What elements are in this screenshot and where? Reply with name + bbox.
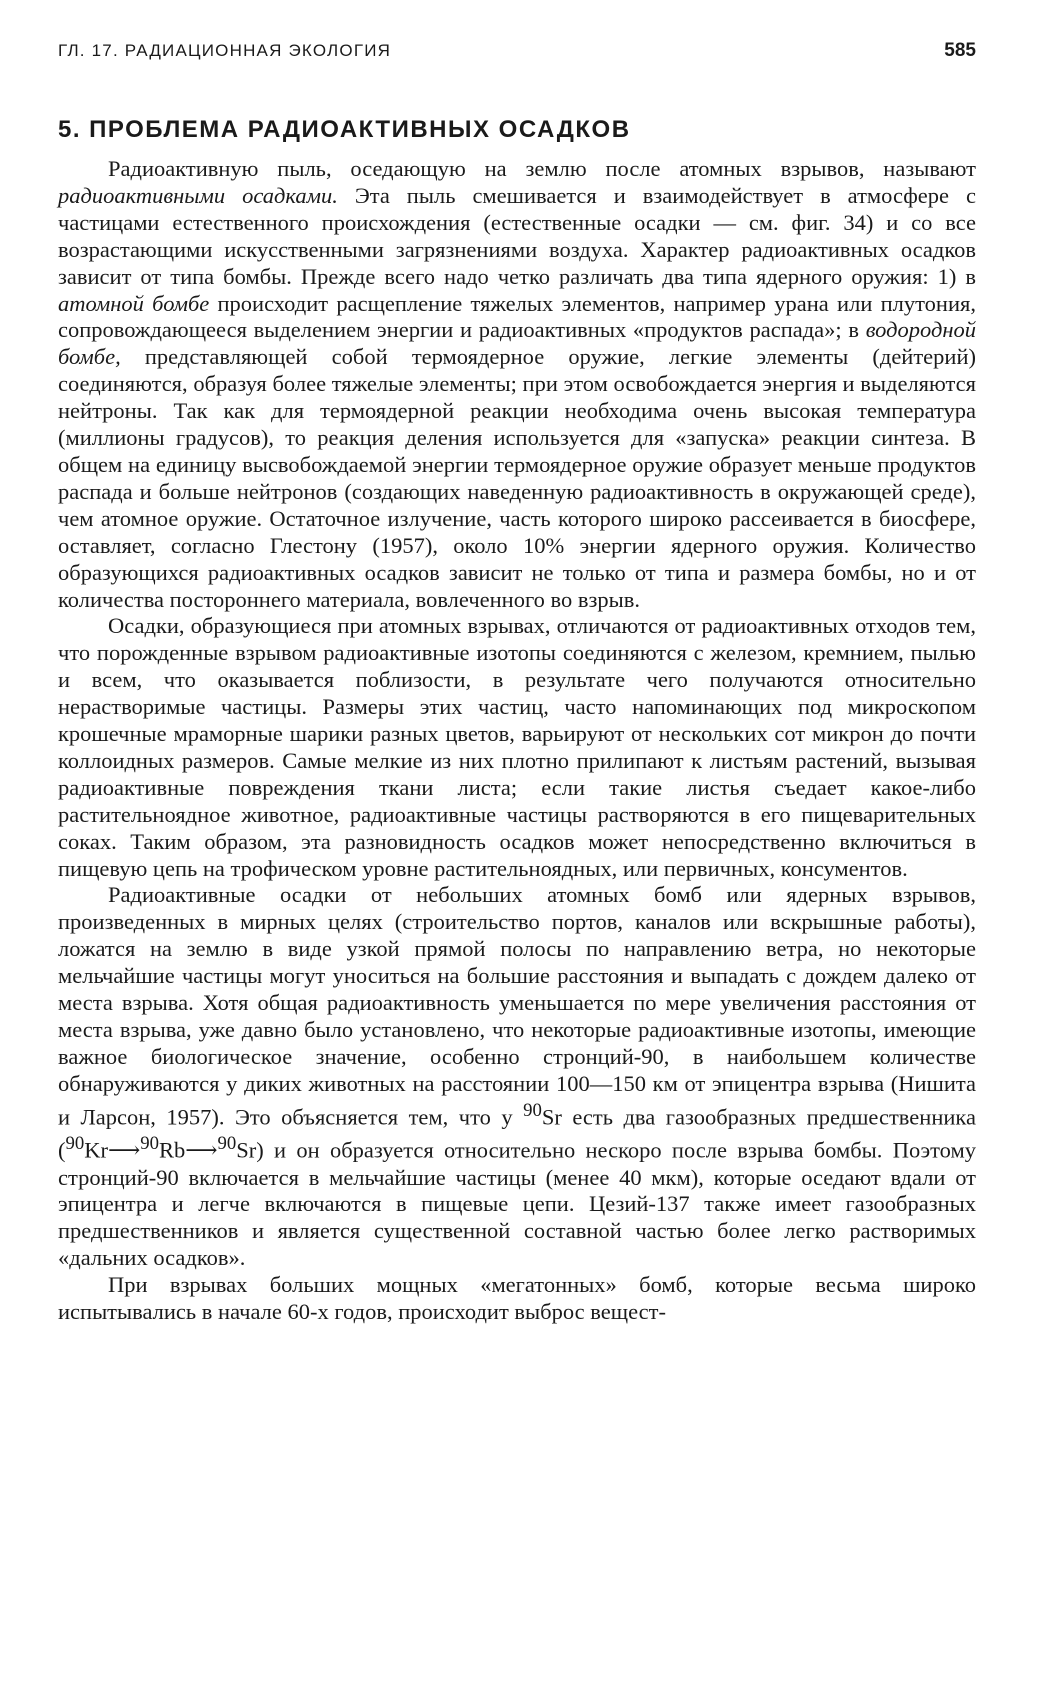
section-title: 5. ПРОБЛЕМА РАДИОАКТИВНЫХ ОСАДКОВ <box>58 116 631 143</box>
chapter-title: ГЛ. 17. РАДИАЦИОННАЯ ЭКОЛОГИЯ <box>58 41 392 60</box>
paragraph: При взрывах больших мощных «мегатонных» бомб, которые весьма широко испытывались в начале 60-х годов, происходит выброс вещест- <box>58 1272 976 1325</box>
paragraph: Осадки, образующиеся при атомных взрывах, отличаются от радиоактивных отходов тем, что порожденные взрывом радиоактивные изотопы соединяются с железом, кремнием, пылью и всем, что оказывается поблизости, в результате чего получаются относительно нерастворимые частицы. Размеры этих частиц, часто напоминающих под микроскопом крошечные мраморные шарики разных цветов, варьируют от нескольких сот микрон до почти коллоидных размеров. Самые мелкие из них плотно прилипают к листьям растений, вызывая радиоактивные повреждения ткани листа; если такие листья съедает какое-либо растительноядное животное, радиоактивные частицы растворяются в его пищеварительных соках. Таким образом, эта разновидность осадков может непосредственно включиться в пищевую цепь на трофическом уровне растительноядных, или первичных, консументов. <box>58 613 976 881</box>
running-header <box>58 40 976 74</box>
page-number: 585 <box>944 40 976 61</box>
paragraph: Радиоактивные осадки от небольших атомных бомб или ядерных взрывов, произведенных в мирных целях (строительство портов, каналов или вскрышные работы), ложатся на землю в виде узкой прямой полосы по направлению ветра, но некоторые мельчайшие частицы могут уноситься на большие расстояния и выпадать с дождем далеко от места взрыва. Хотя общая радиоактивность уменьшается по мере увеличения расстояния от места взрыва, уже давно было установлено, что некоторые радиоактивные изотопы, имеющие важное биологическое значение, особенно стронций-90, в наибольшем количестве обнаруживаются у диких животных на расстоянии 100—150 км от эпицентра взрыва (Нишита и Ларсон, 1957). Это объясняется тем, что у $^{90}$Sr есть два газообразных предшественника ($^{90}$Kr⟶$^{90}$Rb⟶$^{90}$Sr) и он образуется относительно нескоро после взрыва бомбы. Поэтому стронций-90 включается в мельчайшие частицы (менее 40 мкм), которые оседают вдали от эпицентра и легче включаются в пищевые цепи. Цезий-137 также имеет газообразных предшественников и является существенной составной частью более легко растворимых «дальних осадков». <box>58 882 976 1271</box>
paragraph: Радиоактивную пыль, оседающую на землю после атомных взрывов, называют радиоактивными осадками. Эта пыль смешивается и взаимодействует в атмосфере с частицами естественного происхождения (естественные осадки — см. фиг. 34) и со все возрастающими искусственными загрязнениями воздуха. Характер радиоактивных осадков зависит от типа бомбы. Прежде всего надо четко различать два типа ядерного оружия: 1) в атомной бомбе происходит расщепление тяжелых элементов, например урана или плутония, сопровождающееся выделением энергии и радиоактивных «продуктов распада»; в водородной бомбе, представляющей собой термоядерное оружие, легкие элементы (дейтерий) соединяются, образуя более тяжелые элементы; при этом освобождается энергия и выделяются нейтроны. Так как для термоядерной реакции необходима очень высокая температура (миллионы градусов), то реакция деления используется для «запуска» реакции синтеза. В общем на единицу высвобождаемой энергии термоядерное оружие образует меньше продуктов распада и больше нейтронов (создающих наведенную радиоактивность в окружающей среде), чем атомное оружие. Остаточное излучение, часть которого широко рассеивается в биосфере, оставляет, согласно Глестону (1957), около 10% энергии ядерного оружия. Количество образующихся радиоактивных осадков зависит не только от типа и размера бомбы, но и от количества постороннего материала, вовлеченного во взрыв. <box>58 156 977 612</box>
